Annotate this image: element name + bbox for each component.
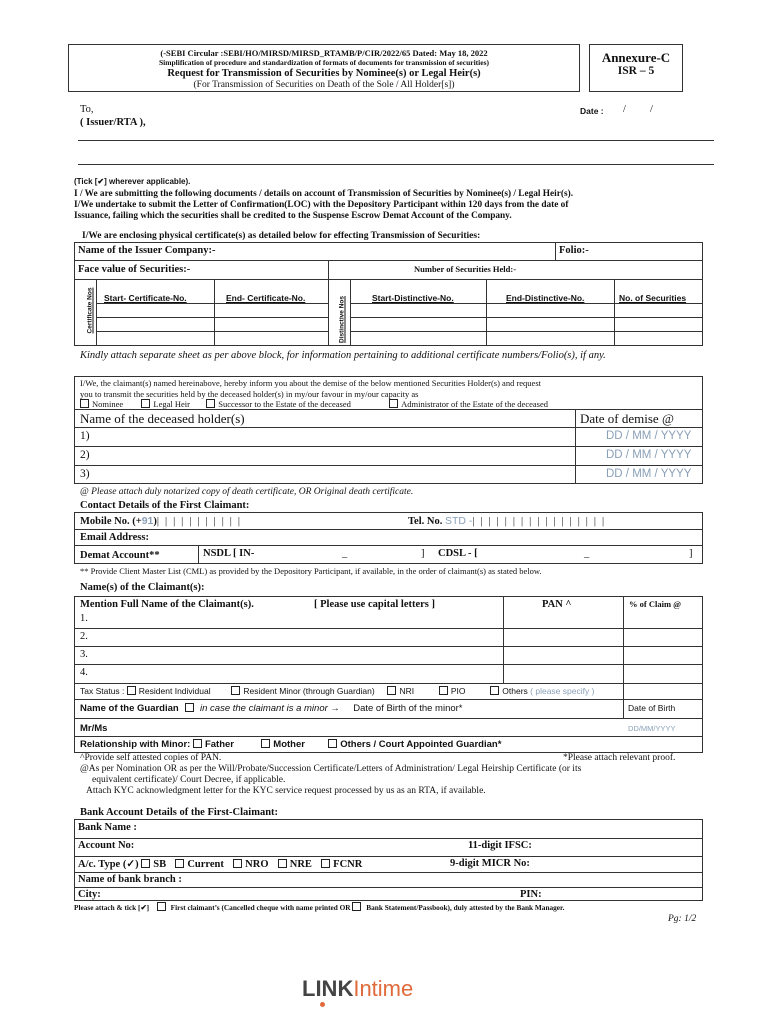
cert-side-divider bbox=[96, 279, 97, 346]
others-guardian-checkbox[interactable] bbox=[328, 739, 337, 748]
pio-checkbox[interactable] bbox=[439, 686, 448, 695]
dist-side-divider bbox=[350, 279, 351, 346]
claimant-row-3[interactable]: 3. bbox=[80, 649, 88, 660]
successor-checkbox[interactable] bbox=[206, 399, 215, 408]
pan-note: ^Provide self attested copies of PAN. bbox=[80, 753, 222, 763]
nre-label: NRE bbox=[289, 859, 312, 870]
nomination-note-2: equivalent certificate)/ Court Decree, if applicable. bbox=[92, 775, 286, 785]
std-label: STD - bbox=[444, 515, 473, 527]
link-intime-logo bbox=[302, 976, 413, 1002]
dist-row-2 bbox=[350, 317, 703, 318]
bank-div-2 bbox=[74, 856, 703, 857]
cheque-checkbox[interactable] bbox=[157, 902, 166, 911]
mobile-country-code: 91 bbox=[141, 515, 154, 527]
nsdl-separator: _ bbox=[342, 548, 348, 559]
demat-label: Demat Account** bbox=[80, 550, 160, 561]
tax-status-row bbox=[80, 686, 594, 696]
distinctive-nos-side-label: Distinctive Nos bbox=[338, 296, 346, 343]
city-label[interactable]: City: bbox=[78, 889, 101, 900]
mobile-label: Mobile No. (+ bbox=[80, 516, 142, 527]
nro-label: NRO bbox=[245, 859, 269, 870]
claim-row-div-2 bbox=[74, 646, 703, 647]
pin-label[interactable]: PIN: bbox=[520, 889, 542, 900]
bank-div-1 bbox=[74, 838, 703, 839]
demise-date-3[interactable]: DD / MM / YYYY bbox=[606, 468, 692, 480]
tel-field[interactable]: Tel. No. STD -||||||||||||||||| bbox=[408, 515, 611, 527]
form-title: Request for Transmission of Securities by Nominee(s) or Legal Heir(s) bbox=[167, 68, 481, 79]
dist-row-3 bbox=[350, 331, 703, 332]
page-number: Pg: 1/2 bbox=[668, 914, 697, 924]
col-start-certificate: Start- Certificate-No. bbox=[104, 293, 187, 303]
fcnr-label: FCNR bbox=[333, 859, 363, 870]
dob-placeholder[interactable]: DD/MM/YYYY bbox=[628, 724, 676, 733]
claim-row-div-6 bbox=[74, 718, 703, 719]
folio-divider bbox=[555, 242, 556, 260]
cert-divider-2 bbox=[74, 279, 703, 280]
others-checkbox[interactable] bbox=[490, 686, 499, 695]
certificates-note: Kindly attach separate sheet as per above block, for information pertaining to additional certificate numbers/Folio(s), if any. bbox=[80, 350, 606, 361]
logo-dot-icon bbox=[320, 1002, 325, 1007]
resident-individual-checkbox[interactable] bbox=[127, 686, 136, 695]
dist-row-1 bbox=[350, 303, 703, 304]
address-line-1[interactable] bbox=[78, 140, 714, 141]
attach-note-b: First claimant’s (Cancelled cheque with name printed OR bbox=[170, 903, 351, 912]
administrator-checkbox[interactable] bbox=[389, 399, 398, 408]
pan-divider bbox=[503, 596, 504, 683]
demise-date-2[interactable]: DD / MM / YYYY bbox=[606, 449, 692, 461]
col-pan: PAN ^ bbox=[542, 599, 572, 610]
deceased-divider-0 bbox=[74, 409, 703, 410]
address-line-2[interactable] bbox=[78, 164, 714, 165]
guardian-label: Name of the Guardian bbox=[80, 703, 179, 714]
issuer-rta-label: ( Issuer/RTA ), bbox=[80, 117, 146, 128]
intro-para-2: I/We undertake to submit the Letter of Confirmation(LOC) with the Depository Participant within 120 days from the date of bbox=[74, 200, 569, 210]
account-type-row bbox=[78, 858, 362, 870]
others-label: Others bbox=[502, 686, 528, 696]
bank-div-3 bbox=[74, 872, 703, 873]
fcnr-checkbox[interactable] bbox=[321, 859, 330, 868]
deceased-name-header: Name of the deceased holder(s) bbox=[80, 411, 245, 426]
demise-date-1[interactable]: DD / MM / YYYY bbox=[606, 430, 692, 442]
branch-label[interactable]: Name of bank branch : bbox=[78, 874, 182, 885]
annexure-label: Annexure-C bbox=[601, 50, 671, 65]
date-label: Date : bbox=[580, 106, 604, 116]
deceased-divider-2 bbox=[74, 446, 703, 447]
col-start-distinctive: Start-Distinctive-No. bbox=[372, 293, 454, 303]
contact-divider-2 bbox=[74, 545, 703, 546]
tax-status-label: Tax Status : bbox=[80, 686, 125, 696]
nominee-checkbox[interactable] bbox=[80, 399, 89, 408]
nri-checkbox[interactable] bbox=[387, 686, 396, 695]
securities-held-label: Number of Securities Held:- bbox=[414, 264, 517, 274]
attach-note-c: Bank Statement/Passbook), duly attested by the Bank Manager. bbox=[366, 903, 565, 912]
deceased-row-3[interactable]: 3) bbox=[80, 468, 90, 480]
administrator-label: Administrator of the Estate of the deceased bbox=[401, 399, 548, 409]
guardian-minor-note: in case the claimant is a minor → bbox=[200, 703, 340, 714]
guardian-checkbox[interactable] bbox=[185, 703, 194, 712]
resident-minor-label: Resident Minor (through Guardian) bbox=[243, 686, 375, 696]
issuer-company-label: Name of the Issuer Company:- bbox=[78, 245, 216, 256]
micr-label[interactable]: 9-digit MICR No: bbox=[450, 858, 530, 869]
deceased-row-2[interactable]: 2) bbox=[80, 449, 90, 461]
bank-div-4 bbox=[74, 887, 703, 888]
cdsl-close: ] bbox=[689, 548, 693, 559]
date-sep-2[interactable]: / bbox=[650, 104, 653, 115]
kyc-note: Attach KYC acknowledgment letter for the KYC service request processed by us as an RTA, if available. bbox=[86, 786, 486, 796]
claim-row-div-7 bbox=[74, 736, 703, 737]
deceased-divider-3 bbox=[74, 465, 703, 466]
attach-note-a: Please attach & tick [✔] bbox=[74, 903, 150, 912]
face-value-label: Face value of Securities:- bbox=[78, 264, 191, 275]
demat-divider bbox=[198, 545, 199, 564]
certificate-nos-side-label: Certificate Nos bbox=[86, 287, 94, 334]
simplification-note: Simplification of procedure and standardization of formats of documents for transmission of securities) bbox=[159, 58, 489, 67]
nre-checkbox[interactable] bbox=[278, 859, 287, 868]
cert-row-2 bbox=[96, 317, 328, 318]
mother-checkbox[interactable] bbox=[261, 739, 270, 748]
statement-checkbox[interactable] bbox=[352, 902, 361, 911]
claimant-row-2[interactable]: 2. bbox=[80, 631, 88, 642]
claim-row-div-1 bbox=[74, 628, 703, 629]
col-claim-percent: % of Claim @ bbox=[629, 599, 682, 609]
bank-name-label[interactable]: Bank Name : bbox=[78, 822, 137, 833]
dist-col-divider-2 bbox=[614, 279, 615, 346]
form-subtitle: (For Transmission of Securities on Death of the Sole / All Holder[s]) bbox=[193, 80, 455, 90]
father-checkbox[interactable] bbox=[193, 739, 202, 748]
cert-row-1 bbox=[96, 303, 328, 304]
contact-heading: Contact Details of the First Claimant: bbox=[80, 500, 250, 511]
isr-label: ISR – 5 bbox=[617, 65, 655, 77]
resident-individual-label: Resident Individual bbox=[138, 686, 211, 696]
to-label: To, bbox=[80, 104, 94, 115]
logo-intime-text: Intime bbox=[353, 976, 414, 1001]
death-certificate-note: @ Please attach duly notarized copy of death certificate, OR Original death certificate. bbox=[80, 487, 414, 497]
legal-heir-label: Legal Heir bbox=[153, 399, 190, 409]
cml-note: ** Provide Client Master List (CML) as provided by the Depository Participant, if available, in the order of claimant(s) as stated below. bbox=[80, 566, 542, 576]
dob-minor-label: Date of Birth of the minor* bbox=[353, 703, 463, 714]
tel-label: Tel. No. bbox=[408, 516, 443, 527]
others-guardian-label: Others / Court Appointed Guardian* bbox=[340, 739, 502, 750]
mr-ms-label[interactable]: Mr/Ms bbox=[80, 723, 108, 734]
claimant-row-4[interactable]: 4. bbox=[80, 667, 88, 678]
mobile-close: ) bbox=[153, 516, 157, 527]
cert-row-3 bbox=[96, 331, 328, 332]
others-specify[interactable]: ( please specify ) bbox=[530, 686, 595, 696]
claim-row-div-3 bbox=[74, 664, 703, 665]
folio-label: Folio:- bbox=[559, 245, 589, 256]
intro-para-1: I / We are submitting the following documents / details on account of Transmission of Securities by Nominee(s) / Legal Heir(s). bbox=[74, 189, 574, 199]
logo-link-text: LINK bbox=[302, 976, 354, 1001]
sb-checkbox[interactable] bbox=[141, 859, 150, 868]
face-divider bbox=[328, 260, 329, 346]
claim-row-div-4 bbox=[74, 683, 703, 684]
resident-minor-checkbox[interactable] bbox=[231, 686, 240, 695]
cdsl-separator: _ bbox=[584, 548, 590, 559]
legal-heir-checkbox[interactable] bbox=[141, 399, 150, 408]
ifsc-label[interactable]: 11-digit IFSC: bbox=[468, 840, 532, 851]
nro-checkbox[interactable] bbox=[233, 859, 242, 868]
relationship-row bbox=[80, 739, 501, 750]
relationship-label: Relationship with Minor: bbox=[80, 739, 191, 750]
intro-para-3: Issuance, failing which the securities shall be credited to the Suspense Escrow Demat Account of the Company. bbox=[74, 211, 512, 221]
certificates-intro: I/We are enclosing physical certificate(s) as detailed below for effecting Transmission of Securities: bbox=[82, 231, 481, 241]
mobile-field[interactable]: Mobile No. (+91)||||||||||| bbox=[80, 515, 246, 527]
nsdl-close: ] bbox=[421, 548, 425, 559]
mother-label: Mother bbox=[273, 739, 305, 750]
account-type-label: A/c. Type (✓) bbox=[78, 859, 139, 870]
nri-label: NRI bbox=[399, 686, 415, 696]
col-num-securities: No. of Securities bbox=[619, 293, 687, 303]
deceased-intro-1: I/We, the claimant(s) named hereinabove, hereby inform you about the demise of the below mentioned Securities Holder(s) and request bbox=[80, 378, 541, 388]
guardian-row bbox=[80, 703, 463, 714]
col-end-certificate: End- Certificate-No. bbox=[226, 293, 306, 303]
nomination-note-1: @As per Nomination OR as per the Will/Probate/Succession Certificate/Letters of Administration/ Legal Heirship Certificate (or its bbox=[80, 764, 582, 774]
dob-label: Date of Birth bbox=[628, 703, 676, 713]
deceased-row-1[interactable]: 1) bbox=[80, 430, 90, 442]
cert-col-divider bbox=[214, 279, 215, 346]
dist-col-divider-1 bbox=[486, 279, 487, 346]
col-full-name: Mention Full Name of the Claimant(s). bbox=[80, 599, 254, 610]
account-no-label[interactable]: Account No: bbox=[78, 840, 135, 851]
date-of-demise-header: Date of demise @ bbox=[580, 411, 674, 426]
proof-note: *Please attach relevant proof. bbox=[563, 753, 676, 763]
successor-label: Successor to the Estate of the deceased bbox=[218, 399, 351, 409]
claimants-table bbox=[74, 596, 703, 753]
deceased-divider-1 bbox=[74, 427, 703, 428]
cdsl-label[interactable]: CDSL - [ bbox=[438, 548, 478, 559]
capacity-options bbox=[80, 399, 548, 409]
pio-label: PIO bbox=[450, 686, 466, 696]
email-label[interactable]: Email Address: bbox=[80, 532, 149, 543]
claimant-row-1[interactable]: 1. bbox=[80, 613, 88, 624]
father-label: Father bbox=[204, 739, 234, 750]
claimants-heading: Name(s) of the Claimant(s): bbox=[80, 582, 205, 593]
sb-label: SB bbox=[153, 859, 167, 870]
current-label: Current bbox=[187, 859, 224, 870]
claim-row-div-5 bbox=[74, 699, 703, 700]
col-end-distinctive: End-Distinctive-No. bbox=[506, 293, 585, 303]
date-sep-1[interactable]: / bbox=[623, 104, 626, 115]
nominee-label: Nominee bbox=[92, 399, 124, 409]
circular-reference: (-SEBI Circular :SEBI/HO/MIRSD/MIRSD_RTAMB/P/CIR/2022/65 Dated: May 18, 2022 bbox=[160, 48, 488, 58]
cert-divider-1 bbox=[74, 260, 703, 261]
bank-heading: Bank Account Details of the First-Claimant: bbox=[80, 807, 279, 818]
tick-note: (Tick [✔] wherever applicable). bbox=[74, 177, 191, 186]
nsdl-label[interactable]: NSDL [ IN- bbox=[203, 548, 255, 559]
deceased-intro-2: you to transmit the securities held by the deceased holder(s) in my/our favour in my/our capacity as bbox=[80, 389, 419, 399]
contact-divider-1 bbox=[74, 529, 703, 530]
current-checkbox[interactable] bbox=[175, 859, 184, 868]
attach-note-row bbox=[74, 902, 564, 912]
col-capital-letters: [ Please use capital letters ] bbox=[314, 599, 436, 610]
